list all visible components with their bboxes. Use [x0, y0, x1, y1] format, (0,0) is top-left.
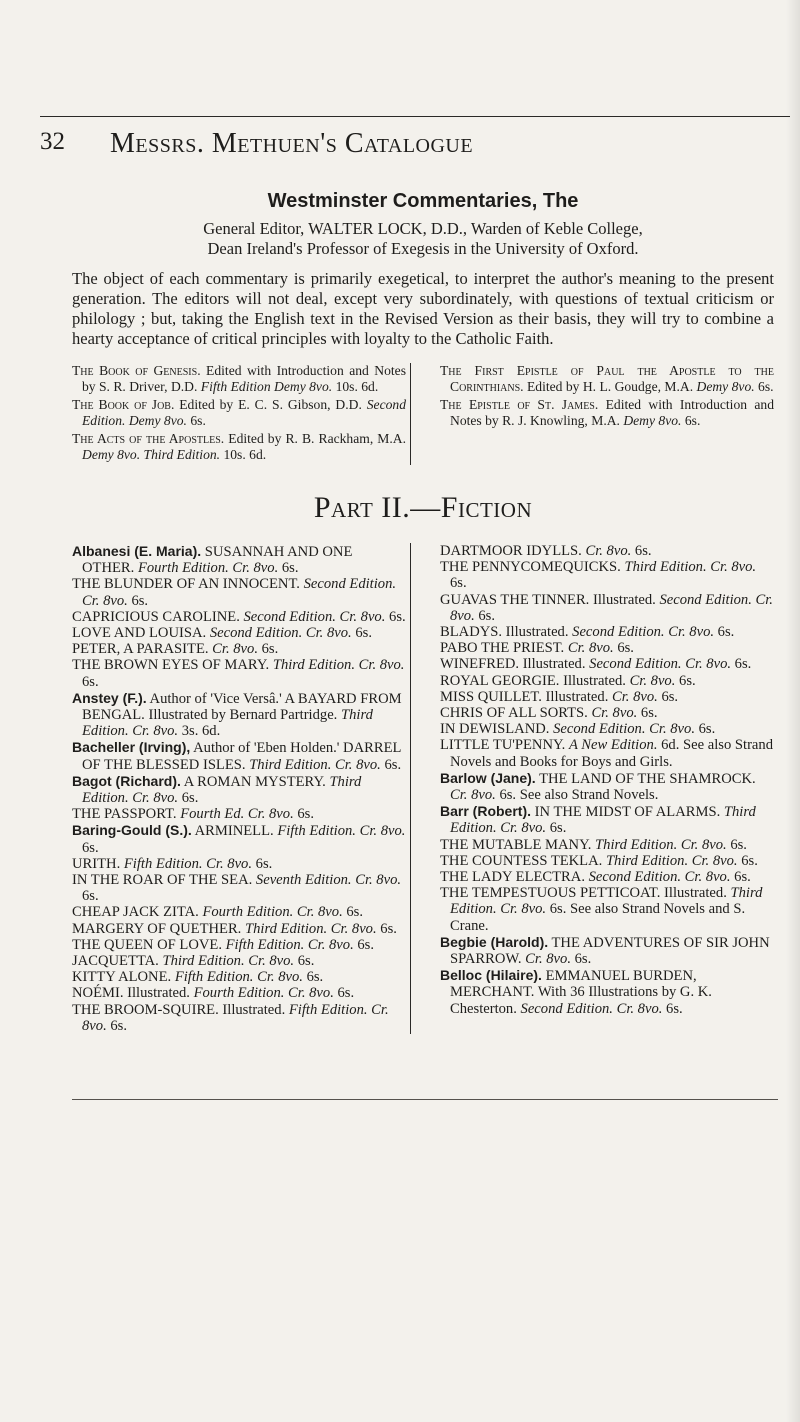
fiction-price: 6s. — [637, 705, 658, 722]
fiction-price: 6s. — [127, 592, 149, 609]
fiction-entry — [440, 885, 774, 934]
fiction-entry — [440, 656, 774, 672]
fiction-edition: Third Edition. Cr. 8vo. — [450, 885, 763, 918]
fiction-entry — [72, 609, 406, 625]
commentary-editor: Edited with Introduction and Notes by R. J. Knowling, M.A. — [450, 397, 774, 428]
fiction-entry — [440, 803, 774, 836]
fiction-title: THE BROOM-SQUIRE. Illustrated. — [72, 1001, 289, 1018]
fiction-edition: Fifth Edition. Cr. 8vo. — [174, 969, 303, 986]
fiction-entry — [72, 625, 406, 641]
fiction-author: Barr (Robert). — [440, 803, 532, 820]
fiction-entry — [440, 705, 774, 721]
commentary-price: 6s. — [754, 379, 774, 394]
fiction-author: Barlow (Jane). — [440, 769, 536, 786]
fiction-edition: Cr. 8vo. — [629, 672, 676, 689]
commentary-edition: Second Edition. Demy 8vo. — [82, 397, 406, 428]
fiction-title: KITTY ALONE. — [72, 969, 175, 986]
fiction-title: CAPRICIOUS CAROLINE. — [72, 608, 244, 625]
fiction-edition: Second Edition. Cr. 8vo. — [553, 721, 695, 738]
fiction-entry — [440, 967, 774, 1017]
fiction-title: PETER, A PARASITE. — [72, 641, 213, 658]
fiction-edition: Cr. 8vo. — [585, 543, 632, 559]
fiction-price: 6s. — [333, 985, 355, 1002]
fiction-price: 6s. See also Strand Novels and S. Crane. — [450, 901, 746, 934]
fiction-edition: Third Edition. Cr. 8vo. — [244, 920, 377, 937]
commentary-entry — [440, 397, 774, 429]
fiction-entry — [72, 641, 406, 657]
fiction-title: A ROMAN MYSTERY. — [180, 773, 330, 790]
fiction-edition: Third Edition. Cr. 8vo. — [82, 773, 362, 807]
fiction-entry — [440, 559, 774, 591]
fiction-edition: Fourth Edition. Cr. 8vo. — [202, 904, 343, 921]
fiction-title: ROYAL GEORGIE. Illustrated. — [440, 672, 630, 689]
fiction-edition: Cr. 8vo. — [450, 787, 496, 804]
fiction-edition: Second Edition. Cr. 8vo. — [450, 591, 773, 624]
fiction-price: 6s. — [675, 672, 696, 689]
fiction-entry — [440, 837, 774, 853]
fiction-title: THE MUTABLE MANY. — [440, 836, 596, 853]
fiction-edition: Third Edition. Cr. 8vo. — [595, 836, 727, 853]
fiction-edition: Second Edition. Cr. 8vo. — [82, 576, 397, 609]
fiction-entry — [440, 689, 774, 705]
fiction-author: Bacheller (Irving), — [72, 739, 191, 756]
commentaries-right-column — [436, 363, 774, 465]
fiction-edition: Third Edition. Cr. 8vo. — [249, 756, 381, 773]
fiction-entry — [72, 822, 406, 855]
fiction-price: 6s. — [82, 888, 99, 905]
fiction-title: MARGERY OF QUETHER. — [72, 920, 245, 937]
fiction-price: 6s. — [450, 575, 467, 592]
commentaries-columns — [72, 363, 774, 465]
fiction-entry — [440, 721, 774, 737]
fiction-edition: Fifth Edition. Cr. 8vo. — [277, 823, 406, 840]
fiction-title: THE TEMPESTUOUS PETTICOAT. Illustrated. — [440, 885, 731, 902]
part-title: Part II.—Fiction — [313, 491, 533, 524]
fiction-title: IN THE ROAR OF THE SEA. — [72, 872, 256, 889]
fiction-entry — [72, 657, 406, 689]
fiction-title: BLADYS. Illustrated. — [440, 624, 573, 641]
page-content — [72, 190, 774, 1034]
page-header — [40, 128, 740, 168]
fiction-title: LITTLE TU'PENNY. — [440, 737, 569, 754]
fiction-edition: Cr. 8vo. — [591, 705, 638, 722]
commentary-edition: Fifth Edition Demy 8vo. — [200, 379, 333, 394]
fiction-price: 6s. — [657, 688, 679, 705]
fiction-price: 6s. — [613, 640, 634, 657]
fiction-left-column — [72, 543, 411, 1034]
fiction-edition: Cr. 8vo. — [567, 640, 614, 657]
fiction-edition: Fourth Edition. Cr. 8vo. — [137, 560, 279, 577]
fiction-author: Albanesi (E. Maria). — [72, 543, 202, 559]
fiction-author: Baring-Gould (S.). — [72, 822, 192, 839]
fiction-price: 6s. — [82, 673, 99, 690]
fiction-price: 6s. — [546, 820, 567, 837]
fiction-title: PABO THE PRIEST. — [440, 640, 568, 657]
fiction-price: 6s. — [252, 855, 273, 872]
fiction-author: Begbie (Harold). — [440, 933, 549, 950]
fiction-entry — [440, 624, 774, 640]
fiction-entry — [72, 969, 406, 985]
fiction-edition: Fifth Edition. Cr. 8vo. — [225, 936, 354, 953]
fiction-price: 6s. — [342, 904, 363, 921]
fiction-price: 6s. — [726, 836, 747, 853]
fiction-entry — [440, 737, 774, 769]
fiction-entry — [440, 853, 774, 869]
fiction-entry — [72, 773, 406, 806]
fiction-author: Bagot (Richard). — [72, 772, 181, 789]
fiction-title: NOÉMI. Illustrated. — [72, 985, 194, 1002]
commentary-edition: Demy 8vo. Third Edition. — [82, 447, 221, 462]
fiction-entry — [72, 1002, 406, 1034]
fiction-entry — [440, 673, 774, 689]
fiction-title: THE QUEEN OF LOVE. — [72, 936, 226, 953]
fiction-edition: Second Edition. Cr. 8vo. — [589, 656, 732, 673]
fiction-edition: Second Edition. Cr. 8vo. — [243, 608, 386, 625]
fiction-edition: Third Edition. Cr. 8vo. — [162, 953, 295, 970]
fiction-price: 6s. — [106, 1017, 128, 1034]
fiction-entry — [440, 640, 774, 656]
fiction-author: Belloc (Hilaire). — [440, 967, 542, 984]
commentary-price: 10s. 6d. — [332, 379, 379, 394]
commentary-price: 10s. 6d. — [220, 447, 267, 462]
fiction-edition: Fourth Ed. Cr. 8vo. — [180, 806, 294, 823]
commentary-price: 6s. — [186, 413, 206, 428]
fiction-price: 3s. 6d. — [178, 723, 221, 740]
fiction-title: THE ADVENTURES OF SIR JOHN SPARROW. — [450, 934, 770, 968]
running-head: Messrs. Methuen's Catalogue — [110, 128, 474, 159]
fiction-entry — [440, 770, 774, 803]
fiction-price: 6s. — [731, 656, 752, 673]
fiction-price: 6s. — [353, 936, 375, 953]
fiction-price: 6s. — [257, 641, 279, 658]
fiction-entry — [72, 739, 406, 772]
fiction-title: THE PENNYCOMEQUICKS. — [440, 559, 625, 576]
commentary-editor: Edited by E. C. S. Gibson, D.D. — [174, 397, 367, 412]
fiction-columns — [72, 543, 774, 1034]
fiction-price: 6s. — [293, 806, 315, 823]
fiction-edition: Third Edition. Cr. 8vo. — [450, 804, 756, 837]
fiction-edition: Cr. 8vo. — [212, 641, 258, 658]
fiction-entry — [72, 872, 406, 904]
fiction-price: 6s. — [351, 625, 372, 642]
fiction-entry — [72, 856, 406, 872]
fiction-edition: Second Edition. Cr. 8vo. — [520, 1000, 663, 1017]
fiction-author: Anstey (F.). — [72, 689, 147, 706]
fiction-entry — [440, 592, 774, 624]
fiction-title: URITH. — [72, 855, 124, 872]
fiction-price: 6s. — [82, 839, 99, 856]
commentary-entry — [72, 397, 406, 429]
fiction-title: EMMANUEL BURDEN, MERCHANT. With 36 Illustrations by G. K. Chesterton. — [450, 968, 712, 1017]
fiction-edition: Third Edition. Cr. 8vo. — [272, 657, 405, 674]
fiction-title: THE BROWN EYES OF MARY. — [72, 657, 273, 674]
fiction-entry — [72, 937, 406, 953]
bottom-rule — [72, 1099, 778, 1100]
fiction-title: JACQUETTA. — [72, 953, 163, 970]
commentary-title: The Book of Genesis. — [72, 363, 201, 378]
fiction-title: THE COUNTESS TEKLA. — [440, 852, 606, 869]
commentary-editor: Edited with Introduction and Notes by S. R. Driver, D.D. — [82, 363, 407, 394]
fiction-title: Author of 'Eben Holden.' DARREL OF THE BLESSED ISLES. — [82, 740, 401, 773]
fiction-entry — [72, 576, 406, 608]
editor-line-1: General Editor, WALTER LOCK, D.D., Warden of Keble College, — [203, 219, 643, 238]
fiction-price: 6s. — [737, 852, 758, 869]
commentary-edition: Demy 8vo. — [696, 379, 755, 394]
fiction-entry — [72, 806, 406, 822]
commentary-title: The Epistle of St. James. — [440, 397, 599, 412]
fiction-entry — [72, 953, 406, 969]
fiction-entry — [72, 543, 406, 576]
commentary-title: The Book of Job. — [72, 397, 175, 412]
commentary-price: 6s. — [681, 413, 701, 428]
fiction-entry — [440, 543, 774, 559]
fiction-edition: Fourth Edition. Cr. 8vo. — [193, 985, 334, 1002]
top-rule — [40, 116, 790, 117]
fiction-entry — [72, 921, 406, 937]
fiction-title: CHRIS OF ALL SORTS. — [440, 705, 592, 722]
fiction-price: 6s. — [631, 543, 652, 559]
fiction-title: SUSANNAH AND ONE OTHER. — [82, 544, 353, 577]
fiction-edition: Second Edition. Cr. 8vo. — [588, 869, 731, 886]
fiction-edition: A New Edition. — [568, 737, 658, 754]
fiction-edition: Cr. 8vo. — [612, 688, 658, 705]
fiction-price: 6s. — [178, 790, 199, 807]
series-intro: The object of each commentary is primarily exegetical, to interpret the author's meaning to the present generation. The editors will not deal, except very subordinately, with questions of textual criticism or philology ; but, taking the English text in the Revised Version as their basis, they will try to combine a hearty acceptance of critical principles with loyalty to the Catholic Faith. — [72, 269, 774, 348]
commentaries-left-column — [72, 363, 411, 465]
fiction-price: 6s. — [380, 756, 402, 773]
fiction-entry — [72, 904, 406, 920]
fiction-title: GUAVAS THE TINNER. Illustrated. — [440, 591, 660, 608]
fiction-title: Author of 'Vice Versâ.' A BAYARD FROM BENGAL. Illustrated by Bernard Partridge. — [82, 690, 402, 724]
fiction-entry — [440, 934, 774, 967]
fiction-entry — [72, 690, 406, 740]
page-edge — [786, 0, 800, 1422]
fiction-title: DARTMOOR IDYLLS. — [440, 543, 586, 559]
commentary-title: The First Epistle of Paul the Apostle to the Corinthians. — [440, 363, 774, 394]
fiction-price: 6s. — [694, 721, 716, 738]
fiction-edition: Fifth Edition. Cr. 8vo. — [123, 855, 252, 872]
fiction-title: MISS QUILLET. Illustrated. — [440, 688, 612, 705]
fiction-title: ARMINELL. — [191, 823, 278, 840]
fiction-title: WINEFRED. Illustrated. — [440, 656, 590, 673]
fiction-right-column — [436, 543, 774, 1034]
fiction-price: 6d. See also Strand Novels and Books for Boys and Girls. — [450, 737, 774, 770]
section-title: Westminster Commentaries, The — [267, 190, 579, 212]
fiction-price: 6s. — [570, 951, 592, 968]
fiction-title: THE LAND OF THE SHAMROCK. — [535, 770, 756, 787]
fiction-price: 6s. See also Strand Novels. — [495, 787, 659, 804]
fiction-entry — [72, 985, 406, 1001]
commentary-entry — [72, 431, 406, 463]
commentary-title: The Acts of the Apostles. — [72, 431, 225, 446]
fiction-price: 6s. — [302, 969, 324, 986]
fiction-edition: Second Edition. Cr. 8vo. — [209, 625, 352, 642]
fiction-title: THE LADY ELECTRA. — [440, 869, 589, 886]
fiction-price: 6s. — [714, 624, 735, 641]
fiction-edition: Third Edition. Cr. 8vo. — [624, 559, 757, 576]
fiction-title: IN DEWISLAND. — [440, 721, 554, 738]
fiction-title: THE BLUNDER OF AN INNOCENT. — [72, 576, 304, 593]
commentary-entry — [72, 363, 406, 395]
commentary-edition: Demy 8vo. — [623, 413, 682, 428]
fiction-price: 6s. — [385, 608, 406, 625]
fiction-title: CHEAP JACK ZITA. — [72, 904, 203, 921]
fiction-edition: Cr. 8vo. — [525, 951, 571, 968]
fiction-edition: Second Edition. Cr. 8vo. — [572, 624, 715, 641]
fiction-price: 6s. — [294, 953, 315, 970]
fiction-price: 6s. — [278, 560, 299, 577]
commentary-editor: Edited by H. L. Goudge, M.A. — [523, 379, 697, 394]
commentary-editor: Edited by R. B. Rackham, M.A. — [224, 431, 406, 446]
commentary-entry — [440, 363, 774, 395]
fiction-price: 6s. — [730, 869, 751, 886]
page-number: 32 — [40, 128, 65, 155]
fiction-price: 6s. — [474, 607, 496, 624]
fiction-edition: Seventh Edition. Cr. 8vo. — [255, 872, 402, 889]
fiction-price: 6s. — [662, 1000, 683, 1017]
fiction-title: IN THE MIDST OF ALARMS. — [531, 804, 724, 821]
fiction-edition: Fifth Edition. Cr. 8vo. — [82, 1001, 389, 1034]
fiction-price: 6s. — [376, 920, 397, 937]
fiction-title: THE PASSPORT. — [72, 806, 181, 823]
fiction-entry — [440, 869, 774, 885]
fiction-title: LOVE AND LOUISA. — [72, 625, 210, 642]
fiction-edition: Third Edition. Cr. 8vo. — [605, 852, 738, 869]
fiction-edition: Third Edition. Cr. 8vo. — [82, 707, 373, 740]
editor-line-2: Dean Ireland's Professor of Exegesis in the University of Oxford. — [207, 239, 639, 258]
